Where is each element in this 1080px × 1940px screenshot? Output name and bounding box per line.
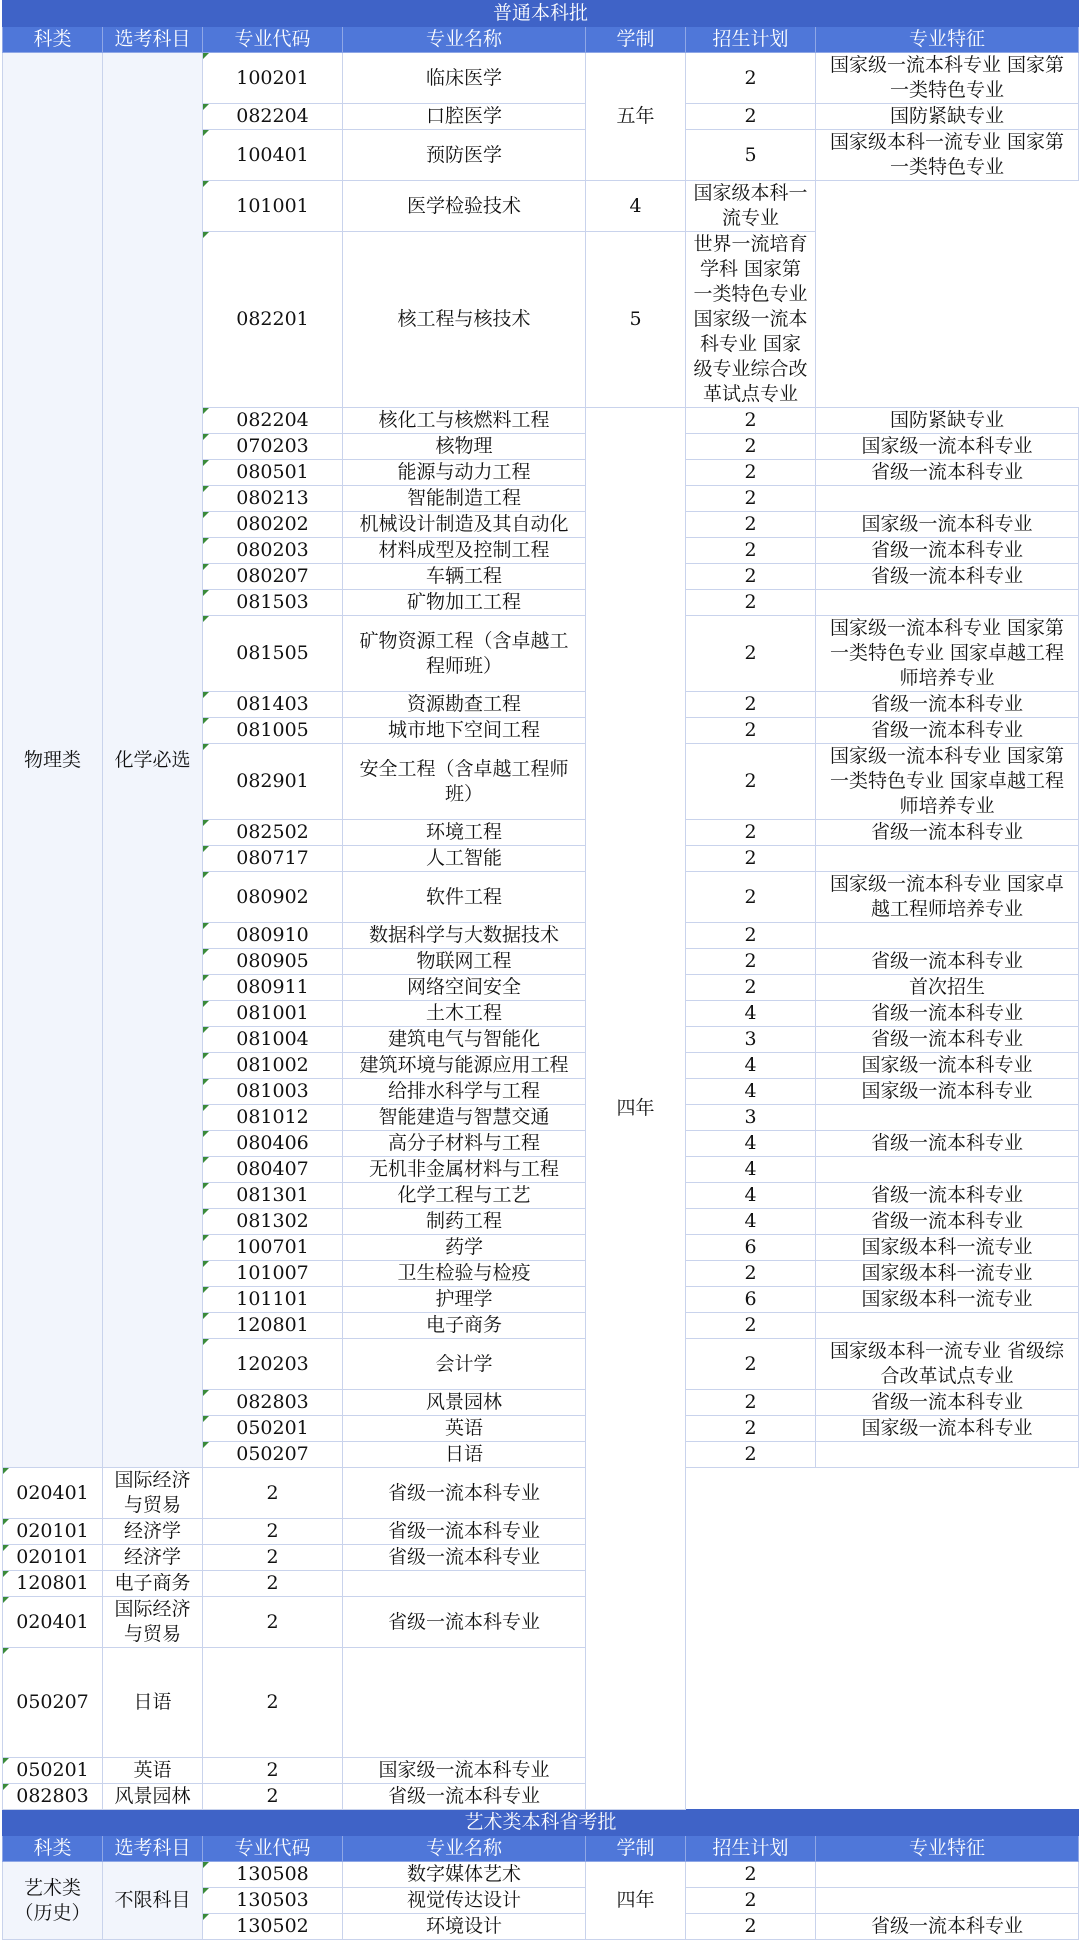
- major-feature: 国家级本科一流专业 国家第一类特色专业: [816, 130, 1079, 181]
- column-header: 专业名称: [343, 27, 586, 53]
- enrollment-plan: 2: [686, 460, 816, 486]
- major-name: 风景园林: [343, 1390, 586, 1416]
- major-code: 101001: [203, 181, 343, 232]
- major-feature: [816, 846, 1079, 872]
- enrollment-plan: 2: [203, 1758, 343, 1784]
- major-code: 101101: [203, 1287, 343, 1313]
- major-name: 资源勘查工程: [343, 692, 586, 718]
- table-row: [3, 1784, 1079, 1810]
- major-feature: 国家级本科一流专业: [816, 1235, 1079, 1261]
- enrollment-plan: 2: [686, 512, 816, 538]
- enrollment-plan: 2: [686, 1914, 816, 1940]
- column-header: 科类: [3, 27, 103, 53]
- enrollment-plan: 2: [686, 846, 816, 872]
- major-name: 国际经济与贸易: [103, 1468, 203, 1519]
- major-name: 日语: [343, 1442, 586, 1468]
- major-name: 车辆工程: [343, 564, 586, 590]
- major-name: 日语: [103, 1648, 203, 1758]
- section-title: 普通本科批: [3, 1, 1079, 27]
- major-feature: [816, 1442, 1079, 1468]
- major-feature: 国家级一流本科专业: [816, 434, 1079, 460]
- table-row: [3, 1648, 1079, 1758]
- major-feature: [816, 1313, 1079, 1339]
- major-feature: [816, 486, 1079, 512]
- major-feature: 省级一流本科专业: [816, 460, 1079, 486]
- major-feature: 国家级一流本科专业: [816, 1416, 1079, 1442]
- major-feature: 国家级一流本科专业 国家第一类特色专业 国家卓越工程师培养专业: [816, 616, 1079, 692]
- enrollment-plan: 3: [686, 1105, 816, 1131]
- section-title-row: [3, 1810, 1079, 1836]
- enrollment-plan: 2: [686, 1442, 816, 1468]
- major-code: 082201: [203, 232, 343, 408]
- major-feature: 国家级一流本科专业: [816, 1053, 1079, 1079]
- section-title: 艺术类本科省考批: [3, 1810, 1079, 1836]
- major-feature: [816, 1888, 1079, 1914]
- major-name: 数据科学与大数据技术: [343, 923, 586, 949]
- duration-cell: 四年: [586, 408, 686, 1810]
- table-row: [3, 1571, 1079, 1597]
- major-feature: 省级一流本科专业: [343, 1545, 586, 1571]
- major-code: 082803: [203, 1390, 343, 1416]
- major-feature: 国家级本科一流专业: [686, 181, 816, 232]
- table-row: [3, 1862, 1079, 1888]
- enrollment-plan: 5: [686, 130, 816, 181]
- enrollment-plan: 3: [686, 1027, 816, 1053]
- major-name: 风景园林: [103, 1784, 203, 1810]
- major-name: 电子商务: [103, 1571, 203, 1597]
- enrollment-plan: 2: [686, 590, 816, 616]
- major-name: 经济学: [103, 1519, 203, 1545]
- major-name: 矿物加工工程: [343, 590, 586, 616]
- major-name: 安全工程（含卓越工程师班）: [343, 744, 586, 820]
- column-header: 专业名称: [343, 1836, 586, 1862]
- major-feature: 省级一流本科专业: [816, 1001, 1079, 1027]
- major-feature: 首次招生: [816, 975, 1079, 1001]
- enrollment-plan: 4: [686, 1131, 816, 1157]
- major-code: 100201: [203, 53, 343, 104]
- enrollment-plan: 6: [686, 1235, 816, 1261]
- major-code: 081001: [203, 1001, 343, 1027]
- major-code: 100401: [203, 130, 343, 181]
- major-feature: 国家级一流本科专业: [816, 512, 1079, 538]
- major-code: 081403: [203, 692, 343, 718]
- major-code: 080207: [203, 564, 343, 590]
- major-code: 080213: [203, 486, 343, 512]
- table-row: [3, 53, 1079, 104]
- major-name: 城市地下空间工程: [343, 718, 586, 744]
- column-header: 招生计划: [686, 1836, 816, 1862]
- major-feature: [343, 1571, 586, 1597]
- major-code: 020401: [3, 1597, 103, 1648]
- major-name: 预防医学: [343, 130, 586, 181]
- major-code: 080911: [203, 975, 343, 1001]
- major-code: 081301: [203, 1183, 343, 1209]
- column-header: 选考科目: [103, 1836, 203, 1862]
- major-code: 081004: [203, 1027, 343, 1053]
- major-name: 网络空间安全: [343, 975, 586, 1001]
- major-name: 医学检验技术: [343, 181, 586, 232]
- major-code: 100701: [203, 1235, 343, 1261]
- enrollment-plan: 4: [686, 1157, 816, 1183]
- table-row: [3, 1545, 1079, 1571]
- major-feature: 国防紧缺专业: [816, 408, 1079, 434]
- enrollment-plan: 4: [686, 1209, 816, 1235]
- major-code: 120801: [203, 1313, 343, 1339]
- major-name: 会计学: [343, 1339, 586, 1390]
- major-code: 080501: [203, 460, 343, 486]
- enrollment-plan: 2: [203, 1648, 343, 1758]
- enrollment-plan-page: [2, 0, 1078, 1940]
- major-code: 101007: [203, 1261, 343, 1287]
- enrollment-plan: 2: [686, 1339, 816, 1390]
- enrollment-plan: 2: [686, 1416, 816, 1442]
- enrollment-table: [2, 0, 1079, 1940]
- major-code: 050201: [203, 1416, 343, 1442]
- major-name: 数字媒体艺术: [343, 1862, 586, 1888]
- major-feature: 国家级本科一流专业 省级综合改革试点专业: [816, 1339, 1079, 1390]
- major-name: 英语: [103, 1758, 203, 1784]
- major-name: 环境设计: [343, 1914, 586, 1940]
- enrollment-plan: 2: [686, 616, 816, 692]
- major-name: 机械设计制造及其自动化: [343, 512, 586, 538]
- major-name: 电子商务: [343, 1313, 586, 1339]
- table-row: [3, 1519, 1079, 1545]
- major-feature: 省级一流本科专业: [343, 1597, 586, 1648]
- enrollment-plan: 2: [686, 538, 816, 564]
- major-feature: [816, 590, 1079, 616]
- major-feature: 国防紧缺专业: [816, 104, 1079, 130]
- major-code: 070203: [203, 434, 343, 460]
- major-feature: 世界一流培育学科 国家第一类特色专业 国家级一流本科专业 国家级专业综合改革试点专业: [686, 232, 816, 408]
- major-code: 080202: [203, 512, 343, 538]
- major-name: 国际经济与贸易: [103, 1597, 203, 1648]
- major-name: 矿物资源工程（含卓越工程师班）: [343, 616, 586, 692]
- enrollment-plan: 2: [203, 1597, 343, 1648]
- major-code: 081003: [203, 1079, 343, 1105]
- major-name: 制药工程: [343, 1209, 586, 1235]
- major-name: 环境工程: [343, 820, 586, 846]
- major-feature: 省级一流本科专业: [816, 538, 1079, 564]
- major-name: 物联网工程: [343, 949, 586, 975]
- major-name: 材料成型及控制工程: [343, 538, 586, 564]
- table-row: [3, 1597, 1079, 1648]
- major-feature: 省级一流本科专业: [816, 1914, 1079, 1940]
- major-name: 无机非金属材料与工程: [343, 1157, 586, 1183]
- enrollment-plan: 5: [586, 232, 686, 408]
- major-code: 081503: [203, 590, 343, 616]
- major-name: 卫生检验与检疫: [343, 1261, 586, 1287]
- enrollment-plan: 2: [686, 718, 816, 744]
- enrollment-plan: 2: [686, 820, 816, 846]
- major-feature: 省级一流本科专业: [816, 692, 1079, 718]
- major-code: 080203: [203, 538, 343, 564]
- column-header: 专业特征: [816, 27, 1079, 53]
- enrollment-plan: 2: [686, 975, 816, 1001]
- major-name: 视觉传达设计: [343, 1888, 586, 1914]
- major-code: 081012: [203, 1105, 343, 1131]
- enrollment-plan: 2: [686, 1862, 816, 1888]
- major-code: 080407: [203, 1157, 343, 1183]
- major-feature: [343, 1648, 586, 1758]
- major-code: 081505: [203, 616, 343, 692]
- major-name: 给排水科学与工程: [343, 1079, 586, 1105]
- duration-cell: 五年: [586, 53, 686, 181]
- column-header: 科类: [3, 1836, 103, 1862]
- major-name: 能源与动力工程: [343, 460, 586, 486]
- column-header: 专业代码: [203, 1836, 343, 1862]
- major-name: 核物理: [343, 434, 586, 460]
- column-header: 专业代码: [203, 27, 343, 53]
- major-name: 智能制造工程: [343, 486, 586, 512]
- enrollment-plan: 2: [686, 408, 816, 434]
- enrollment-plan: 2: [686, 1390, 816, 1416]
- enrollment-plan: 2: [203, 1571, 343, 1597]
- column-header: 专业特征: [816, 1836, 1079, 1862]
- major-name: 化学工程与工艺: [343, 1183, 586, 1209]
- major-code: 120801: [3, 1571, 103, 1597]
- major-code: 080902: [203, 872, 343, 923]
- header-row: [3, 1836, 1079, 1862]
- column-header: 招生计划: [686, 27, 816, 53]
- major-name: 软件工程: [343, 872, 586, 923]
- enrollment-plan: 2: [686, 53, 816, 104]
- enrollment-plan: 6: [686, 1287, 816, 1313]
- major-code: 080717: [203, 846, 343, 872]
- column-header: 学制: [586, 1836, 686, 1862]
- major-feature: 省级一流本科专业: [816, 718, 1079, 744]
- major-name: 高分子材料与工程: [343, 1131, 586, 1157]
- major-code: 080905: [203, 949, 343, 975]
- major-name: 土木工程: [343, 1001, 586, 1027]
- major-name: 护理学: [343, 1287, 586, 1313]
- major-code: 130503: [203, 1888, 343, 1914]
- column-header: 学制: [586, 27, 686, 53]
- major-name: 核工程与核技术: [343, 232, 586, 408]
- subject-cell: 化学必选: [103, 53, 203, 1468]
- enrollment-plan: 4: [686, 1001, 816, 1027]
- major-feature: 省级一流本科专业: [816, 1131, 1079, 1157]
- major-name: 智能建造与智慧交通: [343, 1105, 586, 1131]
- header-row: [3, 27, 1079, 53]
- enrollment-plan: 2: [686, 692, 816, 718]
- major-name: 建筑环境与能源应用工程: [343, 1053, 586, 1079]
- major-feature: 国家级本科一流专业: [816, 1261, 1079, 1287]
- enrollment-plan: 4: [686, 1183, 816, 1209]
- major-code: 080910: [203, 923, 343, 949]
- major-name: 人工智能: [343, 846, 586, 872]
- major-feature: [816, 1157, 1079, 1183]
- enrollment-plan: 2: [203, 1545, 343, 1571]
- major-code: 130508: [203, 1862, 343, 1888]
- major-feature: 国家级一流本科专业 国家卓越工程师培养专业: [816, 872, 1079, 923]
- subject-cell: 不限科目: [103, 1862, 203, 1940]
- major-name: 建筑电气与智能化: [343, 1027, 586, 1053]
- enrollment-plan: 2: [686, 564, 816, 590]
- major-feature: [816, 1105, 1079, 1131]
- major-code: 050207: [203, 1442, 343, 1468]
- category-cell: 艺术类 （历史）: [3, 1862, 103, 1940]
- major-feature: [816, 923, 1079, 949]
- duration-cell: 四年: [586, 1862, 686, 1940]
- major-feature: 省级一流本科专业: [816, 564, 1079, 590]
- major-feature: 省级一流本科专业: [816, 820, 1079, 846]
- enrollment-plan: 2: [686, 1888, 816, 1914]
- enrollment-plan: 2: [686, 872, 816, 923]
- enrollment-plan: 2: [686, 1261, 816, 1287]
- major-feature: 国家级本科一流专业: [816, 1287, 1079, 1313]
- column-header: 选考科目: [103, 27, 203, 53]
- major-feature: 省级一流本科专业: [816, 949, 1079, 975]
- major-code: 082204: [203, 104, 343, 130]
- major-code: 082502: [203, 820, 343, 846]
- category-cell: 物理类: [3, 53, 103, 1468]
- major-name: 临床医学: [343, 53, 586, 104]
- enrollment-plan: 4: [586, 181, 686, 232]
- major-code: 050201: [3, 1758, 103, 1784]
- enrollment-plan: 2: [203, 1519, 343, 1545]
- major-code: 020401: [3, 1468, 103, 1519]
- enrollment-plan: 2: [203, 1468, 343, 1519]
- major-feature: [816, 1862, 1079, 1888]
- major-feature: 国家级一流本科专业: [816, 1079, 1079, 1105]
- enrollment-plan: 2: [686, 949, 816, 975]
- major-feature: 省级一流本科专业: [816, 1390, 1079, 1416]
- enrollment-plan: 2: [686, 486, 816, 512]
- section-title-row: [3, 1, 1079, 27]
- major-feature: 省级一流本科专业: [816, 1183, 1079, 1209]
- major-code: 082901: [203, 744, 343, 820]
- major-feature: 国家级一流本科专业 国家第一类特色专业 国家卓越工程师培养专业: [816, 744, 1079, 820]
- major-code: 050207: [3, 1648, 103, 1758]
- major-feature: 省级一流本科专业: [343, 1519, 586, 1545]
- major-name: 经济学: [103, 1545, 203, 1571]
- table-row: [3, 1758, 1079, 1784]
- enrollment-plan: 2: [203, 1784, 343, 1810]
- enrollment-plan: 2: [686, 923, 816, 949]
- enrollment-plan: 2: [686, 434, 816, 460]
- major-code: 081002: [203, 1053, 343, 1079]
- enrollment-plan: 4: [686, 1079, 816, 1105]
- major-code: 081005: [203, 718, 343, 744]
- major-feature: 国家级一流本科专业: [343, 1758, 586, 1784]
- major-code: 082803: [3, 1784, 103, 1810]
- major-name: 英语: [343, 1416, 586, 1442]
- enrollment-plan: 2: [686, 104, 816, 130]
- major-code: 020101: [3, 1545, 103, 1571]
- enrollment-plan: 4: [686, 1053, 816, 1079]
- major-code: 080406: [203, 1131, 343, 1157]
- major-code: 120203: [203, 1339, 343, 1390]
- major-feature: 省级一流本科专业: [816, 1027, 1079, 1053]
- major-name: 口腔医学: [343, 104, 586, 130]
- major-name: 药学: [343, 1235, 586, 1261]
- table-row: [3, 1468, 1079, 1519]
- enrollment-plan: 2: [686, 1313, 816, 1339]
- enrollment-plan: 2: [686, 744, 816, 820]
- major-feature: 省级一流本科专业: [816, 1209, 1079, 1235]
- major-feature: 省级一流本科专业: [343, 1784, 586, 1810]
- major-name: 核化工与核燃料工程: [343, 408, 586, 434]
- major-code: 082204: [203, 408, 343, 434]
- major-code: 130502: [203, 1914, 343, 1940]
- major-code: 020101: [3, 1519, 103, 1545]
- major-feature: 省级一流本科专业: [343, 1468, 586, 1519]
- major-code: 081302: [203, 1209, 343, 1235]
- major-feature: 国家级一流本科专业 国家第一类特色专业: [816, 53, 1079, 104]
